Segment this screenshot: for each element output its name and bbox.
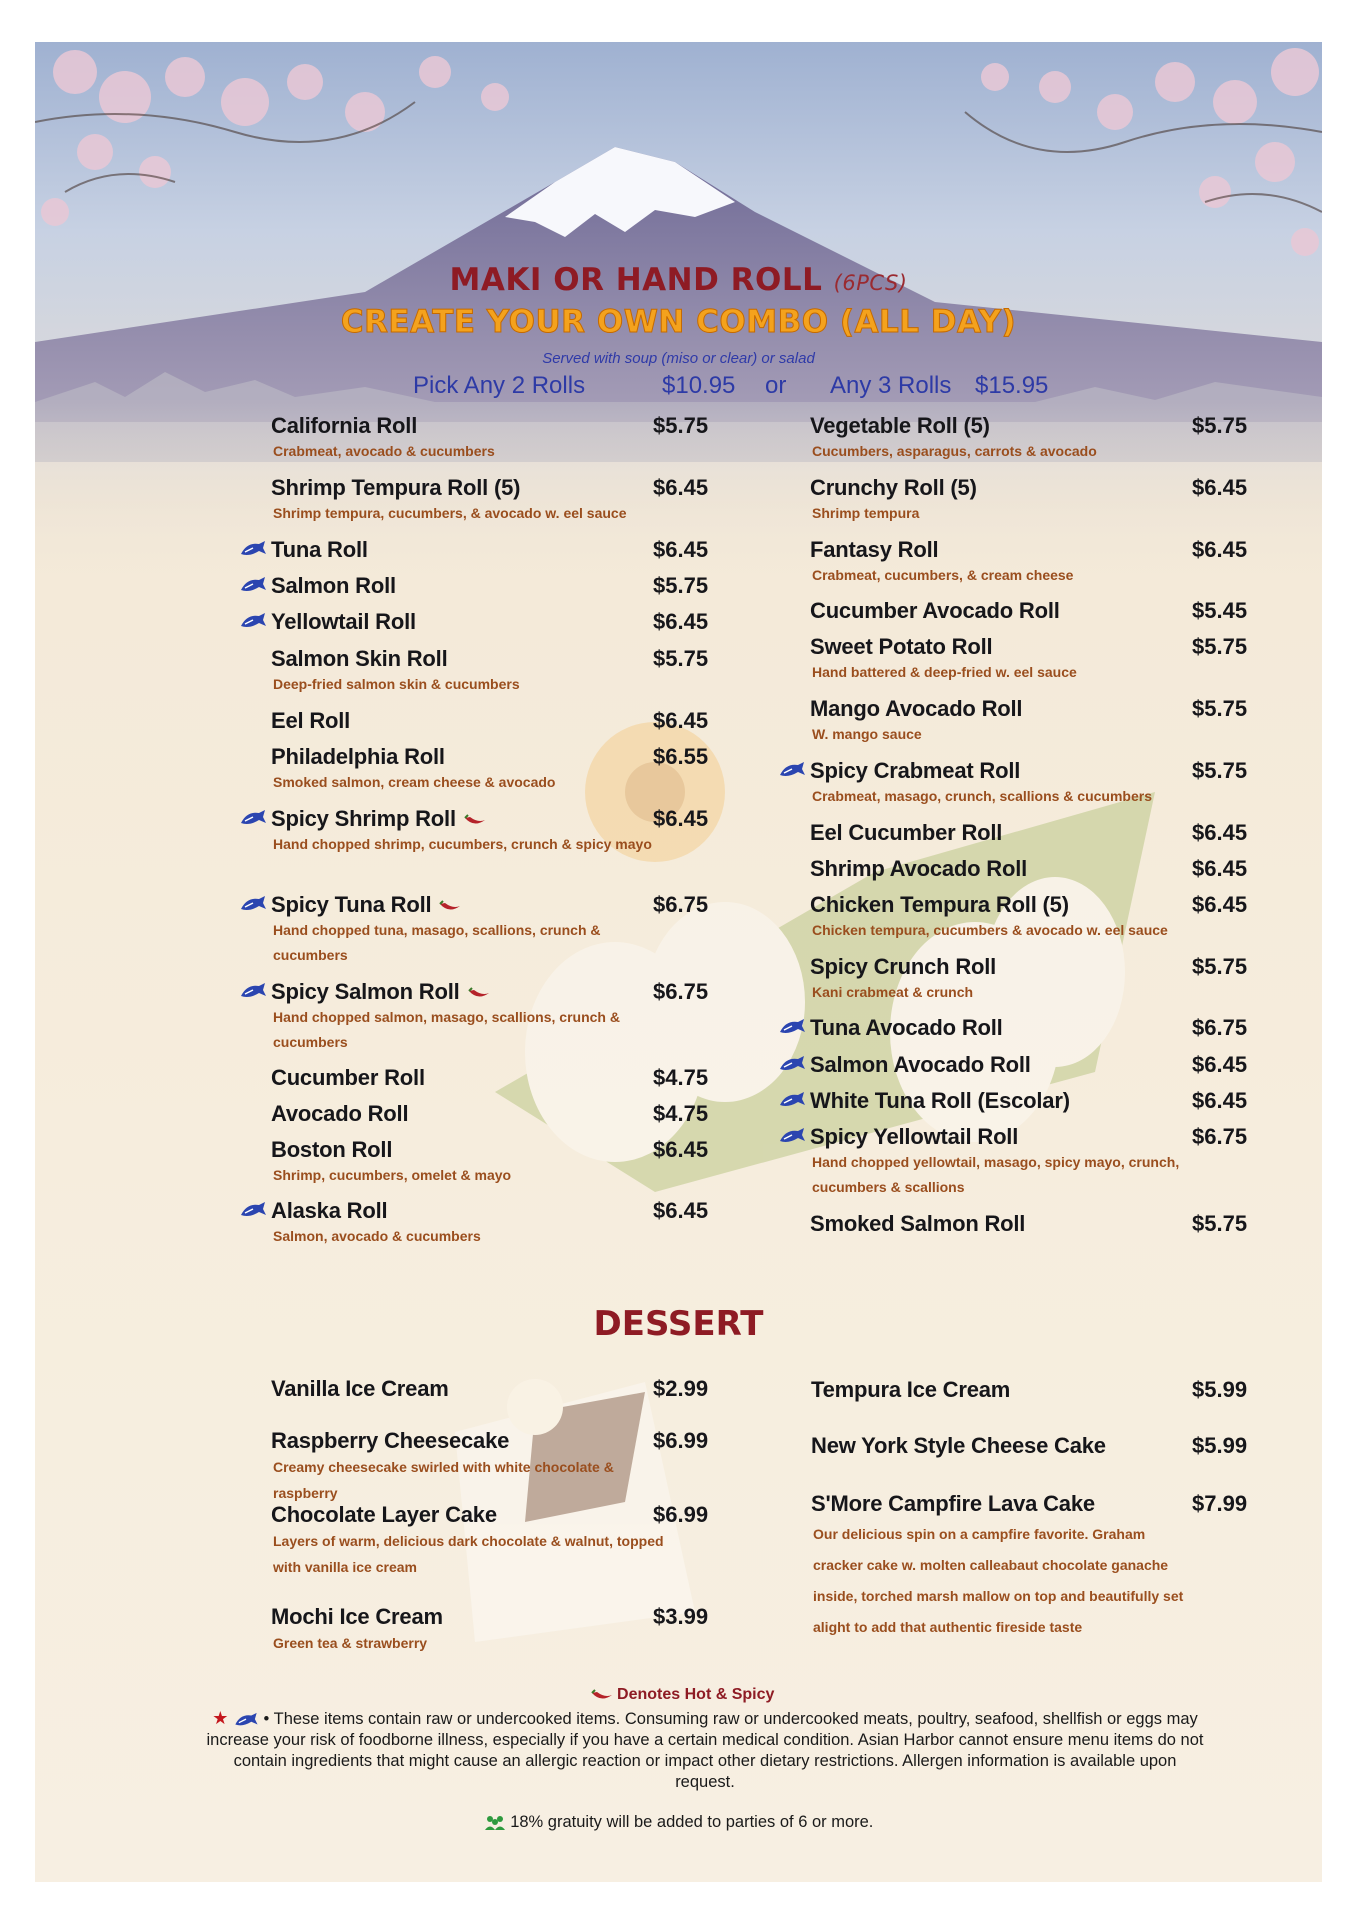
served-note: Served with soup (miso or clear) or salad: [542, 350, 815, 367]
item-description: Our delicious spin on a campfire favorite. Graham cracker cake w. molten calleabaut chocolate ganache inside, torched marsh mallow on top and beautifully set alight to add that authentic fireside taste: [813, 1526, 1184, 1635]
item-price: $3.99: [653, 1604, 709, 1629]
item-name: Philadelphia Roll: [271, 744, 445, 769]
item-name: Mochi Ice Cream: [271, 1604, 443, 1629]
item-name: Spicy Yellowtail Roll: [810, 1124, 1019, 1149]
item-price: $5.75: [1192, 634, 1248, 659]
title-subtext: (6PCS): [833, 271, 908, 295]
item-name: Chocolate Layer Cake: [271, 1502, 497, 1527]
item-description: Deep-fried salmon skin & cucumbers: [273, 676, 520, 692]
item-price: $5.75: [653, 646, 709, 671]
item-description: Crabmeat, masago, crunch, scallions & cucumbers: [812, 788, 1153, 804]
item-description: Hand battered & deep-fried w. eel sauce: [812, 664, 1077, 680]
item-name: Salmon Avocado Roll: [810, 1052, 1031, 1077]
item-name: California Roll: [271, 413, 418, 438]
item-name: Fantasy Roll: [810, 537, 939, 562]
item-price: $5.99: [1192, 1377, 1248, 1402]
item-price: $6.45: [1192, 820, 1248, 845]
item-price: $6.99: [653, 1502, 709, 1527]
fish-icon: [239, 982, 267, 1000]
item-price: $7.99: [1192, 1491, 1248, 1516]
item-name: Tuna Avocado Roll: [810, 1015, 1003, 1040]
item-name: Vegetable Roll (5): [810, 413, 990, 438]
item-name: Spicy Tuna Roll: [271, 892, 461, 918]
item-name: Chicken Tempura Roll (5): [810, 892, 1069, 917]
item-description: Layers of warm, delicious dark chocolate & walnut, topped with vanilla ice cream: [273, 1533, 664, 1575]
item-name: Shrimp Avocado Roll: [810, 856, 1028, 881]
item-description: Shrimp tempura: [812, 505, 920, 521]
item-price: $4.75: [653, 1065, 709, 1090]
item-price: $2.99: [653, 1376, 709, 1401]
item-name: Alaska Roll: [271, 1198, 388, 1223]
item-description: Cucumbers, asparagus, carrots & avocado: [812, 443, 1097, 459]
item-price: $6.45: [653, 609, 709, 634]
spicy-legend: [35, 1686, 1322, 1704]
item-price: $6.75: [1192, 1015, 1248, 1040]
item-description: Shrimp tempura, cucumbers, & avocado w. eel sauce: [273, 505, 627, 521]
item-name: Spicy Shrimp Roll: [271, 806, 486, 832]
item-price: $6.45: [1192, 537, 1248, 562]
item-name: Tuna Roll: [271, 537, 368, 562]
item-description: Creamy cheesecake swirled with white chocolate & raspberry: [273, 1459, 614, 1501]
item-price: $5.75: [1192, 758, 1248, 783]
item-name: Shrimp Tempura Roll (5): [271, 475, 521, 500]
item-price: $6.45: [653, 1198, 709, 1223]
fish-icon: [778, 1091, 806, 1109]
item-description: Chicken tempura, cucumbers & avocado w. eel sauce: [812, 922, 1168, 938]
item-price: $5.75: [1192, 696, 1248, 721]
item-name: Spicy Crabmeat Roll: [810, 758, 1021, 783]
item-name: Raspberry Cheesecake: [271, 1428, 510, 1453]
item-description: Hand chopped salmon, masago, scallions, crunch & cucumbers: [273, 1009, 620, 1050]
item-name: Boston Roll: [271, 1137, 393, 1162]
pick-two-price: $10.95: [662, 372, 736, 399]
disclaimer-text: • These items contain raw or undercooked items. Consuming raw or undercooked meats, poultry, seafood, shellfish or eggs may increase your risk of foodborne illness, especially if you have a certain medical condition. Asian Harbor cannot ensure menu items do not contain ingredients that might cause an allergic reaction or impact other dietary restrictions. Allergen information is available upon request.: [206, 1710, 1204, 1791]
chili-pepper-icon: [439, 900, 461, 912]
item-description: Crabmeat, avocado & cucumbers: [273, 443, 495, 459]
item-description: Green tea & strawberry: [273, 1635, 428, 1651]
item-name: Eel Cucumber Roll: [810, 820, 1003, 845]
item-price: $5.45: [1192, 598, 1248, 623]
item-name: Yellowtail Roll: [271, 609, 416, 634]
item-price: $4.75: [653, 1101, 709, 1126]
item-description: Hand chopped tuna, masago, scallions, crunch & cucumbers: [273, 922, 601, 963]
item-name: New York Style Cheese Cake: [811, 1433, 1106, 1458]
fish-icon: [239, 895, 267, 913]
item-name: Spicy Salmon Roll: [271, 979, 490, 1005]
item-description: W. mango sauce: [812, 726, 922, 742]
item-description: Hand chopped yellowtail, masago, spicy mayo, crunch, cucumbers & scallions: [812, 1154, 1180, 1195]
fish-icon: [778, 1055, 806, 1073]
item-price: $6.45: [653, 806, 709, 831]
item-price: $6.75: [653, 892, 709, 917]
item-name: Cucumber Roll: [271, 1065, 425, 1090]
item-description: Kani crabmeat & crunch: [812, 984, 974, 1000]
chili-pepper-icon: [591, 1689, 613, 1701]
fish-icon: [233, 1712, 259, 1728]
chili-pepper-icon: [468, 987, 490, 999]
item-price: $6.75: [1192, 1124, 1248, 1149]
combo-title: CREATE YOUR OWN COMBO (ALL DAY): [340, 304, 1017, 340]
fish-icon: [239, 576, 267, 594]
fish-icon: [239, 540, 267, 558]
fish-icon: [778, 1127, 806, 1145]
item-price: $5.75: [653, 573, 709, 598]
item-price: $6.55: [653, 744, 709, 769]
item-price: $6.45: [653, 1137, 709, 1162]
item-price: $6.45: [653, 475, 709, 500]
fish-icon: [239, 612, 267, 630]
item-name: Avocado Roll: [271, 1101, 409, 1126]
item-name: Tempura Ice Cream: [811, 1377, 1011, 1402]
chili-pepper-icon: [464, 814, 486, 826]
item-name: Eel Roll: [271, 708, 351, 733]
pick-three-label: Any 3 Rolls: [830, 372, 952, 399]
item-price: $6.45: [1192, 892, 1248, 917]
item-name: Salmon Roll: [271, 573, 396, 598]
menu-page: [35, 42, 1322, 1882]
item-name: Sweet Potato Roll: [810, 634, 993, 659]
fish-icon: [778, 1018, 806, 1036]
item-price: $6.45: [653, 708, 709, 733]
item-description: Smoked salmon, cream cheese & avocado: [273, 774, 556, 790]
item-price: $5.75: [653, 413, 709, 438]
group-people-icon: [484, 1815, 506, 1831]
pick-three-price: $15.95: [975, 372, 1049, 399]
item-name: Mango Avocado Roll: [810, 696, 1023, 721]
item-price: $6.75: [653, 979, 709, 1004]
item-name: S'More Campfire Lava Cake: [811, 1491, 1095, 1516]
item-price: $5.75: [1192, 1211, 1248, 1236]
or-label: or: [765, 372, 787, 399]
item-price: $6.45: [1192, 1052, 1248, 1077]
item-price: $6.45: [653, 537, 709, 562]
item-name: Smoked Salmon Roll: [810, 1211, 1026, 1236]
item-name: White Tuna Roll (Escolar): [810, 1088, 1070, 1113]
item-price: $6.45: [1192, 475, 1248, 500]
item-description: Crabmeat, cucumbers, & cream cheese: [812, 567, 1074, 583]
gratuity-note: [35, 1813, 1322, 1832]
section-title-dessert: DESSERT: [593, 1304, 764, 1344]
item-price: $5.99: [1192, 1433, 1248, 1458]
item-price: $6.45: [1192, 856, 1248, 881]
raw-food-disclaimer: [205, 1708, 1205, 1793]
item-name: Vanilla Ice Cream: [271, 1376, 449, 1401]
pick-two-label: Pick Any 2 Rolls: [413, 372, 586, 399]
item-name: Cucumber Avocado Roll: [810, 598, 1060, 623]
fish-icon: [778, 761, 806, 779]
fish-icon: [239, 809, 267, 827]
section-title-maki: [35, 262, 1322, 298]
item-description: Hand chopped shrimp, cucumbers, crunch & spicy mayo: [273, 836, 652, 852]
item-price: $5.75: [1192, 954, 1248, 979]
star-icon: ★: [212, 1708, 229, 1728]
item-description: Shrimp, cucumbers, omelet & mayo: [273, 1167, 512, 1183]
fish-icon: [239, 1201, 267, 1219]
item-description: Salmon, avocado & cucumbers: [273, 1228, 481, 1244]
gratuity-text: 18% gratuity will be added to parties of 6 or more.: [510, 1813, 874, 1831]
legend-text: Denotes Hot & Spicy: [617, 1686, 775, 1703]
item-name: Salmon Skin Roll: [271, 646, 448, 671]
item-name: Spicy Crunch Roll: [810, 954, 997, 979]
item-name: Crunchy Roll (5): [810, 475, 977, 500]
item-price: $6.45: [1192, 1088, 1248, 1113]
item-price: $6.99: [653, 1428, 709, 1453]
title-text: MAKI OR HAND ROLL: [449, 262, 823, 298]
item-price: $5.75: [1192, 413, 1248, 438]
